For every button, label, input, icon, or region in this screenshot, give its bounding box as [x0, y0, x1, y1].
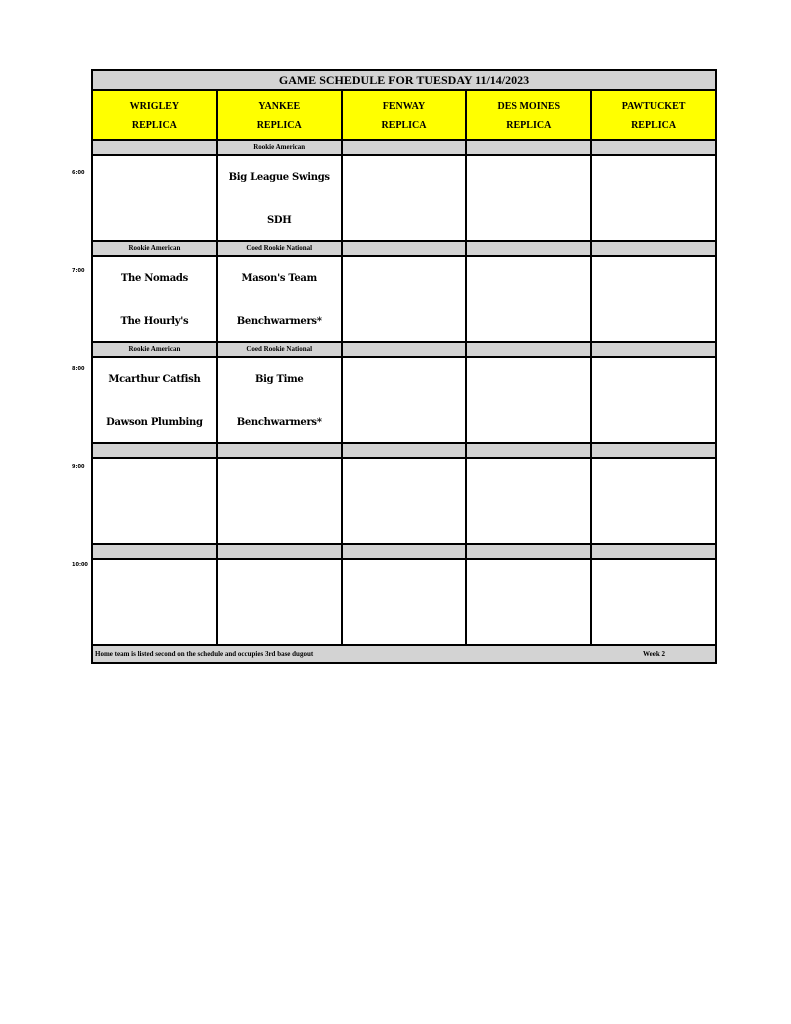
field-subtitle: REPLICA	[506, 120, 552, 131]
away-team: The Nomads	[120, 273, 188, 284]
game-cell-pawtucket	[592, 257, 715, 341]
game-cell-fenway	[343, 358, 468, 442]
game-cell-yankee	[218, 156, 343, 240]
game-cell-des-moines	[467, 156, 592, 240]
game-cell-yankee	[218, 257, 343, 341]
home-team: The Hourly's	[120, 316, 189, 327]
division-label-des-moines	[467, 242, 592, 255]
division-label-fenway	[343, 242, 468, 255]
division-label-yankee: Coed Rookie National	[218, 242, 343, 255]
division-row	[93, 545, 715, 560]
away-team: Mason's Team	[241, 273, 317, 284]
game-slot-row	[93, 257, 715, 343]
game-cell-des-moines	[467, 257, 592, 341]
field-subtitle: REPLICA	[631, 120, 677, 131]
division-label-yankee	[218, 444, 343, 457]
field-name: WRIGLEY	[129, 101, 180, 112]
field-header-wrigley	[93, 91, 218, 139]
home-team: Benchwarmers*	[236, 316, 322, 327]
game-cell-des-moines	[467, 459, 592, 543]
home-team: Dawson Plumbing	[106, 417, 203, 428]
game-cell-des-moines	[467, 358, 592, 442]
field-subtitle: REPLICA	[256, 120, 302, 131]
game-cell-fenway	[343, 257, 468, 341]
home-team: SDH	[266, 215, 292, 226]
game-cell-fenway	[343, 156, 468, 240]
division-row	[93, 444, 715, 459]
field-name: PAWTUCKET	[621, 101, 686, 112]
division-label-yankee: Rookie American	[218, 141, 343, 154]
division-label-fenway	[343, 141, 468, 154]
division-label-fenway	[343, 444, 468, 457]
field-header-des-moines	[467, 91, 592, 139]
division-label-wrigley	[93, 141, 218, 154]
game-cell-des-moines	[467, 560, 592, 644]
division-label-pawtucket	[592, 343, 715, 356]
division-label-pawtucket	[592, 141, 715, 154]
division-label-des-moines	[467, 545, 592, 558]
division-label-wrigley: Rookie American	[93, 242, 218, 255]
field-header-yankee	[218, 91, 343, 139]
division-label-des-moines	[467, 444, 592, 457]
division-label-des-moines	[467, 343, 592, 356]
division-label-wrigley	[93, 444, 218, 457]
division-label-yankee: Coed Rookie National	[218, 343, 343, 356]
game-slot-row	[93, 459, 715, 545]
week-label: Week 2	[643, 650, 665, 658]
home-team-note: Home team is listed second on the schedule and occupies 3rd base dugout	[95, 650, 314, 658]
division-label-wrigley: Rookie American	[93, 343, 218, 356]
division-label-des-moines	[467, 141, 592, 154]
game-slot-row	[93, 358, 715, 444]
game-cell-yankee	[218, 459, 343, 543]
home-team: Benchwarmers*	[236, 417, 322, 428]
division-label-pawtucket	[592, 545, 715, 558]
game-cell-wrigley	[93, 156, 218, 240]
division-label-fenway	[343, 545, 468, 558]
field-name: FENWAY	[382, 101, 426, 112]
division-row	[93, 343, 715, 358]
game-cell-fenway	[343, 459, 468, 543]
schedule-table	[91, 69, 717, 664]
game-cell-yankee	[218, 358, 343, 442]
game-cell-wrigley	[93, 459, 218, 543]
game-cell-yankee	[218, 560, 343, 644]
time-label: 7:00	[72, 268, 85, 274]
game-cell-pawtucket	[592, 156, 715, 240]
game-slot-row	[93, 156, 715, 242]
game-cell-pawtucket	[592, 358, 715, 442]
field-name: YANKEE	[258, 101, 301, 112]
time-label: 9:00	[72, 464, 85, 470]
time-slots	[93, 141, 715, 646]
division-label-fenway	[343, 343, 468, 356]
division-row	[93, 242, 715, 257]
game-cell-wrigley	[93, 257, 218, 341]
time-label: 10:00	[72, 562, 88, 568]
game-cell-pawtucket	[592, 560, 715, 644]
field-header-row	[93, 91, 715, 141]
division-label-yankee	[218, 545, 343, 558]
game-cell-wrigley	[93, 560, 218, 644]
division-row	[93, 141, 715, 156]
field-header-fenway	[343, 91, 468, 139]
field-subtitle: REPLICA	[381, 120, 427, 131]
field-header-pawtucket	[592, 91, 715, 139]
time-label: 8:00	[72, 366, 85, 372]
away-team: Big Time	[254, 374, 304, 385]
schedule-title: GAME SCHEDULE FOR TUESDAY 11/14/2023	[93, 71, 715, 91]
away-team: Big League Swings	[228, 172, 330, 183]
away-team: Mcarthur Catfish	[108, 374, 201, 385]
division-label-pawtucket	[592, 444, 715, 457]
time-label: 6:00	[72, 170, 85, 176]
field-subtitle: REPLICA	[131, 120, 177, 131]
game-cell-fenway	[343, 560, 468, 644]
game-slot-row	[93, 560, 715, 646]
schedule-footer	[93, 646, 715, 662]
game-cell-wrigley	[93, 358, 218, 442]
field-name: DES MOINES	[497, 101, 561, 112]
game-cell-pawtucket	[592, 459, 715, 543]
division-label-pawtucket	[592, 242, 715, 255]
division-label-wrigley	[93, 545, 218, 558]
